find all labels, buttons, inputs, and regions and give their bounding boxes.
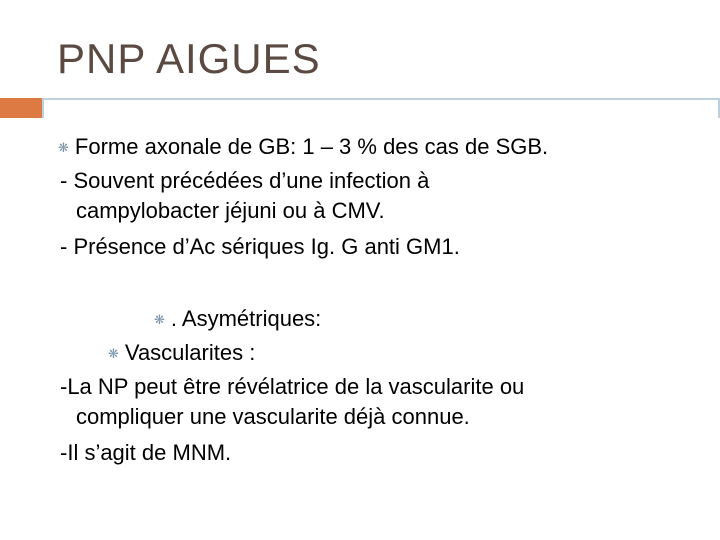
- title-rule-left: [42, 98, 44, 118]
- text-line: campylobacter jéjuni ou à CMV.: [76, 198, 385, 223]
- text-line: - Présence d’Ac sériques Ig. G anti GM1.: [60, 234, 460, 259]
- text-line: compliquer une vascularite déjà connue.: [76, 404, 470, 429]
- text-line: - Souvent précédées d’une infection à: [60, 168, 430, 193]
- bullet-text: . Asymétriques:: [170, 306, 322, 331]
- arrow-bullet-icon: ❋: [58, 140, 69, 155]
- bullet-text: Vascularites :: [124, 340, 256, 365]
- arrow-bullet-icon: ❋: [154, 312, 165, 327]
- bullet-line: [108, 340, 255, 369]
- bullet-line: [58, 134, 548, 163]
- slide-title: PNP AIGUES: [57, 35, 321, 82]
- title-rule: [44, 98, 720, 100]
- bullet-line: [154, 306, 321, 335]
- title-accent-bar: [0, 98, 42, 118]
- text-line: -Il s’agit de MNM.: [60, 440, 232, 465]
- bullet-text: Forme axonale de GB: 1 – 3 % des cas de SGB.: [74, 134, 549, 159]
- text-line: -La NP peut être révélatrice de la vascularite ou: [60, 374, 525, 399]
- arrow-bullet-icon: ❋: [108, 346, 119, 361]
